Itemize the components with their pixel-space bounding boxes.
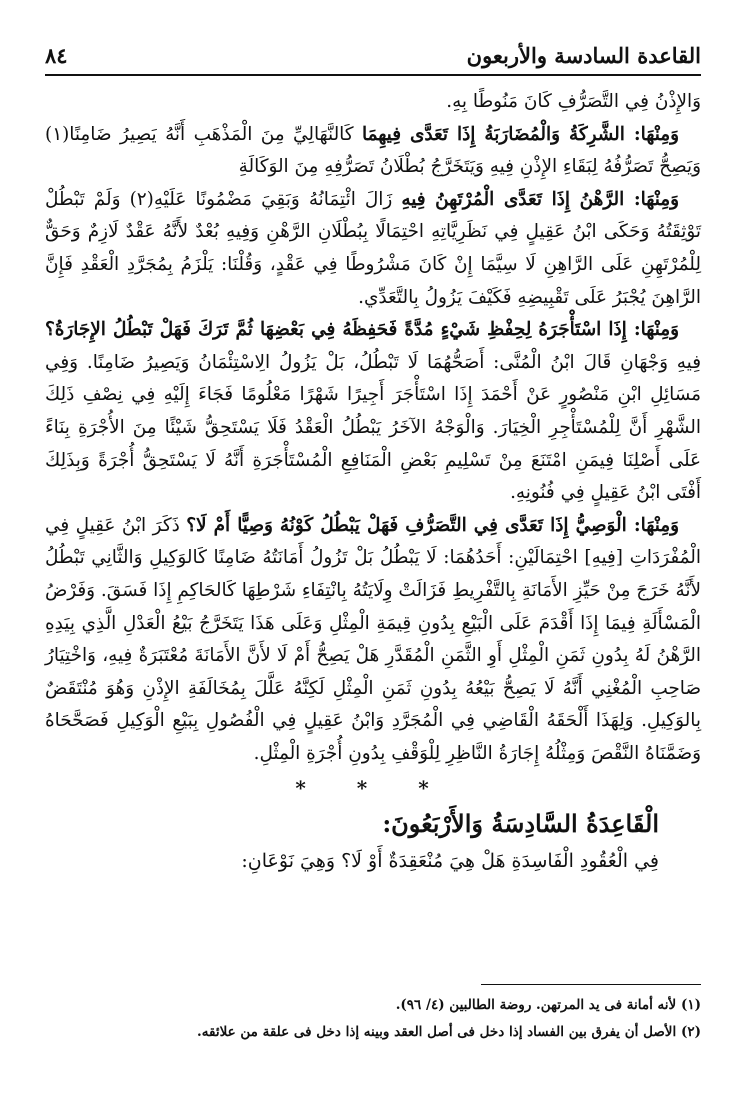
paragraph-3-lead: وَمِنْهَا: الرَّهْنُ إِذَا تَعَدَّى الْمُرْتَهِنُ فِيهِ [401, 188, 679, 210]
paragraph-4-text: فِيهِ وَجْهَانِ قَالَ ابْنُ الْمُنَّى: أَصَحُّهُمَا لَا تَبْطُلُ، بَلْ يَزُولُ الِاسْتِئْمَانُ وَيَصِيرُ ضَامِنًا. وَفِي مَسَائِلِ ابْنِ مَنْصُورٍ عَنْ أَحْمَدَ إِذَا اسْتَأْجَرَ أَجِيرًا شَهْرًا مَعْلُومًا فَجَاءَ إِلَيْهِ فِي نِصْفِ ذَلِكَ الشَّهْرِ أَنَّ لِلْمُسْتَأْجِرِ الْخِيَارَ. وَالْوَجْهُ الآخَرُ يَبْطُلُ الْعَقْدُ فَلَا يَسْتَحِقُّ شَيْئًا مِنَ الأُجْرَةِ بِنَاءً عَلَى أَصْلِنَا فِيمَنِ امْتَنَعَ مِنْ تَسْلِيمِ بَعْضِ الْمَنَافِعِ الْمُسْتَأْجَرَةِ أَنَّهُ لَا يَسْتَحِقُّ أُجْرَةً وَبِذَلِكَ أَفْتَى ابْنُ عَقِيلٍ فِي فُنُونِهِ. [45, 351, 701, 504]
running-header [45, 38, 701, 72]
section-separator: * * * [295, 776, 451, 801]
paragraph-3-text: زَالَ ائْتِمَانُهُ وَبَقِيَ مَضْمُونًا عَلَيْهِ(٢) وَلَمْ تَبْطُلْ تَوْثِقَتُهُ وَحَكَى ابْنُ عَقِيلٍ فِي نَظَرِيَّاتِهِ احْتِمَالًا بِبُطْلَانِ الرَّهْنِ وَفِيهِ بُعْدٌ لأَنَّهُ عَقْدٌ لَازِمٌ وَحَقٌّ لِلْمُرْتَهِنِ عَلَى الرَّاهِنِ لَا سِيَّمَا إِنْ كَانَ مَشْرُوطًا فِي عَقْدٍ، وَقُلْنَا: يَلْزَمُ بِمُجَرَّدِ الْعَقْدِ فَإِنَّ الرَّاهِنَ يُجْبَرُ عَلَى تَقْبِيضِهِ فَكَيْفَ يَزُولُ بِالتَّعَدِّي. [45, 188, 701, 308]
paragraph-4 [45, 314, 701, 510]
footnotes [45, 992, 701, 1046]
paragraph-5 [45, 510, 701, 771]
section-subtitle: فِي الْعُقُودِ الْفَاسِدَةِ هَلْ هِيَ مُنْعَقِدَةٌ أَوْ لَا؟ وَهِيَ نَوْعَانِ: [241, 850, 659, 873]
paragraph-2 [45, 119, 701, 184]
paragraph-2-text: كَالنَّهَالِيِّ مِنَ الْمَذْهَبِ أَنَّهُ يَصِيرُ ضَامِنًا(١) وَيَصِحُّ تَصَرُّفُهُ لِبَقَاءِ الإِذْنِ فِيهِ وَيَتَخَرَّجُ بُطْلَانُ تَصَرُّفِهِ مِنَ الوَكَالَةِ [45, 123, 701, 178]
paragraph-3 [45, 184, 701, 314]
header-rule [45, 74, 701, 76]
header-title: القاعدة السادسة والأربعون [466, 42, 701, 68]
paragraph-2-lead: وَمِنْهَا: الشَّرِكَةُ وَالْمُضَارَبَةُ إِذَا تَعَدَّى فِيهِمَا [361, 123, 679, 145]
page-number: ٨٤ [45, 42, 68, 68]
paragraph-1-text: وَالإِذْنُ فِي التَّصَرُّفِ كَانَ مَنُوطًا بِهِ. [446, 91, 701, 112]
footnote-rule [481, 984, 701, 985]
paragraph-5-text: ذَكَرَ ابْنُ عَقِيلٍ فِي الْمُفْرَدَاتِ [فِيهِ] احْتِمَالَيْنِ: أَحَدُهُمَا: لَا يَبْطُلُ بَلْ تَزُولُ أَمَانَتُهُ ضَامِنًا كَالوَكِيلِ وَالثَّانِي تَبْطُلُ لأَنَّهُ خَرَجَ مِنْ حَيِّزِ الأَمَانَةِ بِالتَّفْرِيطِ فَزَالَتْ وِلَايَتُهُ بِانْتِفَاءِ شَرْطِهَا كَالحَاكِمِ إِذَا فَسَقَ. وَفَرْضُ الْمَسْأَلَةِ فِيمَا إِذَا أَقْدَمَ عَلَى الْبَيْعِ بِدُونِ قِيمَةِ الْمِثْلِ وَعَلَى هَذَا يَتَخَرَّجُ بَيْعُ الْعَدْلِ الَّذِي بِيَدِهِ الرَّهْنُ لَهُ بِدُونِ ثَمَنِ الْمِثْلِ أَوِ الثَّمَنِ الْمُقَدَّرِ هَلْ يَصِحُّ أَمْ لَا لأَنَّ الأَمَانَةَ مُعْتَبَرَةٌ فِيهِ، وَاخْتِيَارُ صَاحِبِ الْمُغْنِي أَنَّهُ لَا يَصِحُّ بَيْعُهُ بِدُونِ ثَمَنِ الْمِثْلِ لَكِنَّهُ عَلَّلَ بِمُخَالَفَةِ الإِذْنِ وَهُوَ مُنْتَقَضٌ بِالوَكِيلِ. وَلِهَذَا أَلْحَقَهُ الْقَاضِي فِي الْمُجَرَّدِ وَابْنُ عَقِيلٍ فِي الْفُصُولِ بِبَيْعِ الْوَكِيلِ فَصَحَّحَاهُ وَضَمَّنَاهُ النَّقْصَ وَمِثْلُهُ إِجَارَةُ النَّاظِرِ لِلْوَقْفِ بِدُونِ أُجْرَةِ الْمِثْلِ. [45, 514, 701, 764]
footnote-1: (١) لأنه أمانة فى يد المرتهن. روضة الطالبين (٤/ ٩٦). [395, 997, 701, 1013]
paragraph-4-lead: وَمِنْهَا: إِذَا اسْتَأْجَرَهُ لِحِفْظِ شَيْءٍ مُدَّةً فَحَفِظَهُ فِي بَعْضِهَا ثُمَّ تَرَكَ فَهَلْ تَبْطُلُ الإِجَارَةُ؟ [45, 319, 679, 341]
footnote-2: (٢) الأصل أن يفرق بين الفساد إذا دخل فى أصل العقد وبينه إذا دخل فى علقة من علائقه. [197, 1024, 701, 1040]
paragraph-5-lead: وَمِنْهَا: الْوَصِيُّ إِذَا تَعَدَّى فِي التَّصَرُّفِ فَهَلْ يَبْطُلُ كَوْنُهُ وَصِيًّا أَمْ لَا؟ [186, 514, 679, 536]
section-title: الْقَاعِدَةُ السَّادِسَةُ وَالأَرْبَعُونَ: [382, 809, 659, 839]
paragraph-1 [45, 86, 701, 119]
main-text [45, 86, 701, 880]
